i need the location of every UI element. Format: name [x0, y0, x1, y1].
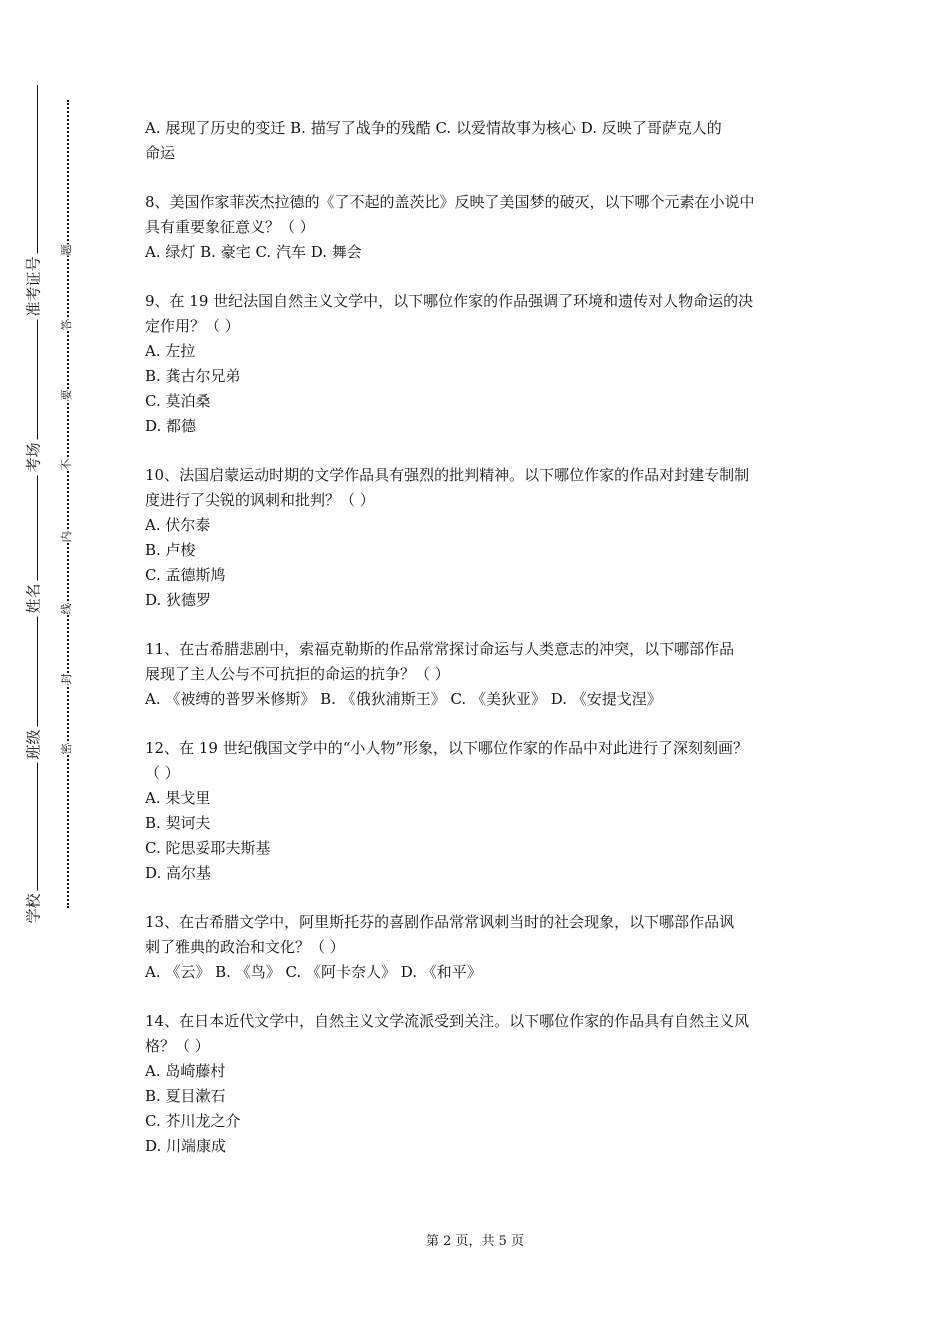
question-stem: 格？（ ）: [145, 1037, 210, 1055]
option: D. 都德: [145, 417, 197, 435]
options-inline: A. 《被缚的普罗米修斯》 B. 《俄狄浦斯王》 C. 《美狄亚》 D. 《安提戈涅》: [145, 690, 662, 708]
question-stem: 12、在 19 世纪俄国文学中的“小人物”形象，以下哪位作家的作品中对此进行了深刻刻画？: [145, 739, 749, 757]
options-inline-continued: 命运: [145, 144, 176, 162]
option: C. 孟德斯鸠: [145, 566, 226, 584]
binding-margin: [0, 0, 120, 1344]
question-stem: 刺了雅典的政治和文化？（ ）: [145, 938, 345, 956]
question-stem: 度进行了尖锐的讽刺和批判？（ ）: [145, 491, 375, 509]
seal-char: 密: [60, 743, 73, 755]
field-exam-room: 考场: [23, 439, 44, 475]
question-13: [145, 910, 815, 985]
option: C. 陀思妥耶夫斯基: [145, 839, 271, 857]
question-stem: 具有重要象征意义？（ ）: [145, 218, 315, 236]
question-8: [145, 190, 815, 265]
field-name: 姓名: [23, 580, 44, 616]
seal-char: 封: [60, 673, 73, 685]
option: D. 高尔基: [145, 864, 212, 882]
options-inline: A. 绿灯 B. 豪宅 C. 汽车 D. 舞会: [145, 243, 362, 261]
seal-dotted-line: [67, 100, 69, 908]
field-exam-number: 准考证号: [23, 253, 44, 319]
seal-char: 要: [60, 389, 73, 401]
seal-char: 不: [60, 459, 73, 471]
question-7-continued: [145, 116, 815, 166]
option: D. 川端康成: [145, 1137, 227, 1155]
option: C. 莫泊桑: [145, 392, 211, 410]
binding-solid-line: [37, 85, 38, 925]
page-number: 第 2 页，共 5 页: [425, 1234, 525, 1249]
option: A. 左拉: [145, 342, 196, 360]
question-stem: （ ）: [145, 764, 180, 782]
option: B. 卢梭: [145, 541, 196, 559]
option: B. 契诃夫: [145, 814, 211, 832]
question-stem: 14、在日本近代文学中，自然主义文学流派受到关注。以下哪位作家的作品具有自然主义风: [145, 1012, 750, 1030]
question-stem: 定作用？（ ）: [145, 317, 240, 335]
seal-char: 答: [60, 319, 73, 331]
question-10: [145, 463, 815, 613]
field-class: 班级: [23, 726, 44, 762]
field-school: 学校: [23, 890, 44, 926]
question-stem: 11、在古希腊悲剧中，索福克勒斯的作品常常探讨命运与人类意志的冲突，以下哪部作品: [145, 640, 735, 658]
option: A. 果戈里: [145, 789, 211, 807]
question-11: [145, 637, 815, 712]
option: C. 芥川龙之介: [145, 1112, 241, 1130]
option: A. 伏尔泰: [145, 516, 211, 534]
seal-char: 题: [60, 244, 73, 256]
seal-char: 内: [60, 531, 73, 543]
option: D. 狄德罗: [145, 591, 212, 609]
option: B. 夏目漱石: [145, 1087, 226, 1105]
question-list: [145, 116, 815, 1183]
question-12: [145, 736, 815, 886]
question-9: [145, 289, 815, 439]
question-stem: 8、美国作家菲茨杰拉德的《了不起的盖茨比》反映了美国梦的破灭，以下哪个元素在小说中: [145, 193, 755, 211]
question-stem: 展现了主人公与不可抗拒的命运的抗争？（ ）: [145, 665, 450, 683]
option: A. 岛崎藤村: [145, 1062, 226, 1080]
options-inline: A. 展现了历史的变迁 B. 描写了战争的残酷 C. 以爱情故事为核心 D. 反映了哥萨克人的: [145, 119, 722, 137]
question-stem: 10、法国启蒙运动时期的文学作品具有强烈的批判精神。以下哪位作家的作品对封建专制制: [145, 466, 750, 484]
options-inline: A. 《云》 B. 《鸟》 C. 《阿卡奈人》 D. 《和平》: [145, 963, 482, 981]
option: B. 龚古尔兄弟: [145, 367, 241, 385]
question-stem: 13、在古希腊文学中，阿里斯托芬的喜剧作品常常讽刺当时的社会现象，以下哪部作品讽: [145, 913, 735, 931]
question-14: [145, 1009, 815, 1159]
question-stem: 9、在 19 世纪法国自然主义文学中，以下哪位作家的作品强调了环境和遗传对人物命运的决: [145, 292, 754, 310]
seal-char: 线: [60, 603, 73, 615]
